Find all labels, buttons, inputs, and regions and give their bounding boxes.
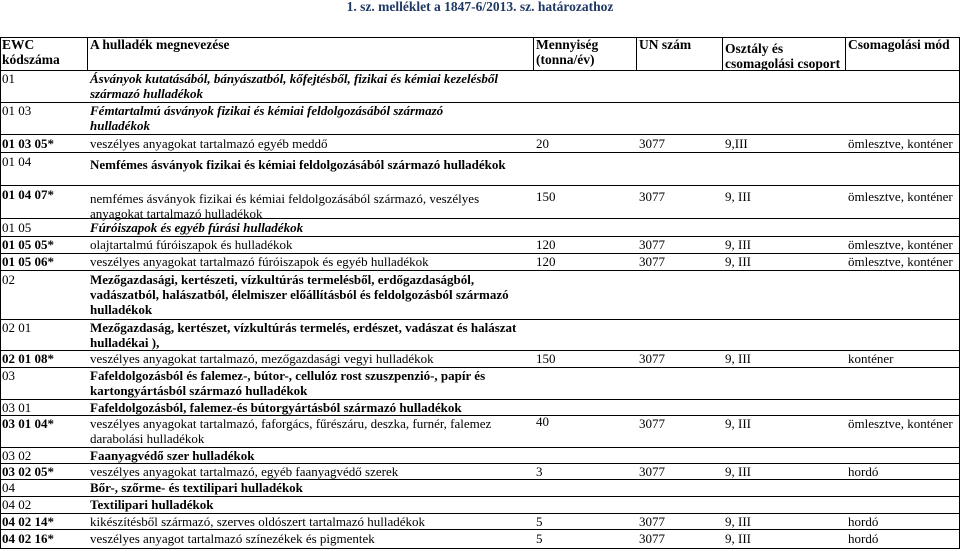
header-packaging: Csomagolási mód — [848, 37, 950, 52]
row-un: 3077 — [639, 237, 665, 252]
header-quantity: Mennyiség (tonna/év) — [536, 37, 599, 67]
row-packaging: ömlesztve, konténer — [848, 189, 953, 204]
rule — [0, 185, 960, 186]
row-class: 9, III — [725, 237, 751, 252]
row-quantity: 120 — [536, 237, 556, 252]
row-packaging: hordó — [848, 531, 879, 546]
row-class: 9, III — [725, 416, 751, 431]
row-name: veszélyes anyagokat tartalmazó, egyéb faanyagvédő szerek — [90, 464, 399, 479]
row-name: veszélyes anyagokat tartalmazó egyéb meddő — [90, 136, 328, 151]
row-class: 9, III — [725, 531, 751, 546]
header-name: A hulladék megnevezése — [90, 37, 230, 52]
row-packaging: ömlesztve, konténer — [848, 416, 953, 431]
row-name: olajtartalmú fúróiszapok és hulladékok — [90, 237, 293, 252]
waste-table — [0, 37, 960, 551]
rule — [0, 529, 960, 530]
row-name: Mezőgazdasági, kertészeti, vízkultúrás termelésből, erdőgazdaságból, vadászatból, halászatból, élelmiszer előállításból és feldolgozásból származó hulladékok — [90, 272, 509, 317]
row-un: 3077 — [639, 514, 665, 529]
header-un: UN szám — [639, 37, 692, 52]
row-name: Fafeldolgozásból, falemez-és bútorgyártásból származó hulladékok — [90, 400, 462, 415]
row-code: 01 05 06* — [2, 254, 54, 269]
row-class: 9, III — [725, 254, 751, 269]
row-code: 02 01 — [2, 320, 32, 335]
row-name: nemfémes ásványok fizikai és kémiai feldolgozásából származó, veszélyes anyagokat tartalmazó hulladékok — [90, 191, 480, 221]
row-name: veszélyes anyagokat tartalmazó, mezőgazdasági vegyi hulladékok — [90, 351, 434, 366]
row-name: Ásványok kutatásából, bányászatból, kőfejtésből, fizikai és kémiai kezelésből származó hulladékok — [90, 71, 499, 101]
row-packaging: hordó — [848, 464, 879, 479]
rule — [0, 270, 960, 271]
row-class: 9, III — [725, 189, 751, 204]
rule — [0, 152, 960, 153]
row-quantity: 5 — [536, 531, 543, 546]
row-quantity: 150 — [536, 351, 556, 366]
row-code: 01 04 07* — [2, 187, 54, 202]
row-name: Nemfémes ásványok fizikai és kémiai feldolgozásából származó hulladékok — [90, 157, 506, 172]
row-quantity: 120 — [536, 254, 556, 269]
row-quantity: 40 — [536, 414, 549, 429]
row-packaging: ömlesztve, konténer — [848, 237, 953, 252]
row-class: 9, III — [725, 351, 751, 366]
row-code: 01 04 — [2, 154, 32, 169]
row-name: Faanyagvédő szer hulladékok — [90, 448, 255, 463]
row-code: 01 — [2, 71, 15, 86]
rule — [533, 37, 534, 70]
row-un: 3077 — [639, 136, 665, 151]
row-packaging: ömlesztve, konténer — [848, 136, 953, 151]
row-code: 03 01 — [2, 400, 32, 415]
row-name: veszélyes anyagot tartalmazó színezékek és pigmentek — [90, 531, 375, 546]
header-ewc: EWC kódszáma — [2, 37, 60, 67]
row-name: veszélyes anyagokat tartalmazó fúróiszapok és egyéb hulladékok — [90, 254, 429, 269]
row-name: Fúróiszapok és egyéb fúrási hulladékok — [90, 220, 304, 235]
row-quantity: 5 — [536, 514, 543, 529]
header-class: Osztály és csomagolási csoport — [725, 41, 841, 71]
row-name: kikészítésből származó, szerves oldószert tartalmazó hulladékok — [90, 514, 425, 529]
row-code: 04 02 — [2, 497, 32, 512]
row-code: 01 05 05* — [2, 237, 54, 252]
row-class: 9, III — [725, 514, 751, 529]
row-quantity: 20 — [536, 136, 549, 151]
row-code: 03 02 — [2, 448, 32, 463]
rule — [0, 37, 1, 549]
row-code: 04 — [2, 480, 15, 495]
row-quantity: 150 — [536, 189, 556, 204]
row-un: 3077 — [639, 464, 665, 479]
row-code: 03 01 04* — [2, 416, 54, 431]
rule — [0, 548, 960, 549]
rule — [0, 134, 960, 135]
row-class: 9,III — [725, 136, 748, 151]
row-name: Textilipari hulladékok — [90, 497, 214, 512]
row-un: 3077 — [639, 531, 665, 546]
row-code: 04 02 16* — [2, 531, 54, 546]
row-name: veszélyes anyagokat tartalmazó, faforgács, fűrészáru, deszka, furnér, falemez darabolási hulladékok — [90, 416, 492, 446]
row-name: Mezőgazdaság, kertészet, vízkultúrás termelés, erdészet, vadászat és halászat hulladékai ), — [90, 320, 517, 350]
rule — [845, 37, 846, 70]
row-code: 01 03 — [2, 103, 32, 118]
row-un: 3077 — [639, 254, 665, 269]
row-class: 9, III — [725, 464, 751, 479]
rule — [636, 37, 637, 70]
row-un: 3077 — [639, 351, 665, 366]
row-packaging: ömlesztve, konténer — [848, 254, 953, 269]
row-code: 01 03 05* — [2, 136, 54, 151]
row-code: 03 02 05* — [2, 464, 54, 479]
row-quantity: 3 — [536, 464, 543, 479]
document-title: 1. sz. melléklet a 1847-6/2013. sz. határozathoz — [346, 0, 614, 14]
row-code: 01 05 — [2, 220, 32, 235]
row-code: 03 — [2, 368, 15, 383]
row-un: 3077 — [639, 189, 665, 204]
row-name: Fémtartalmú ásványok fizikai és kémiai feldolgozásából származó hulladékok — [90, 103, 444, 133]
row-packaging: konténer — [848, 351, 894, 366]
row-packaging: hordó — [848, 514, 879, 529]
rule — [722, 37, 723, 70]
rule — [87, 37, 88, 70]
row-code: 02 01 08* — [2, 351, 54, 366]
row-code: 04 02 14* — [2, 514, 54, 529]
row-name: Bőr-, szőrme- és textilipari hulladékok — [90, 480, 303, 495]
row-un: 3077 — [639, 416, 665, 431]
row-code: 02 — [2, 272, 15, 287]
row-name: Fafeldolgozásból és falemez-, bútor-, cellulóz rost szuszpenzió-, papír és kartongyártásból származó hulladékok — [90, 368, 486, 398]
